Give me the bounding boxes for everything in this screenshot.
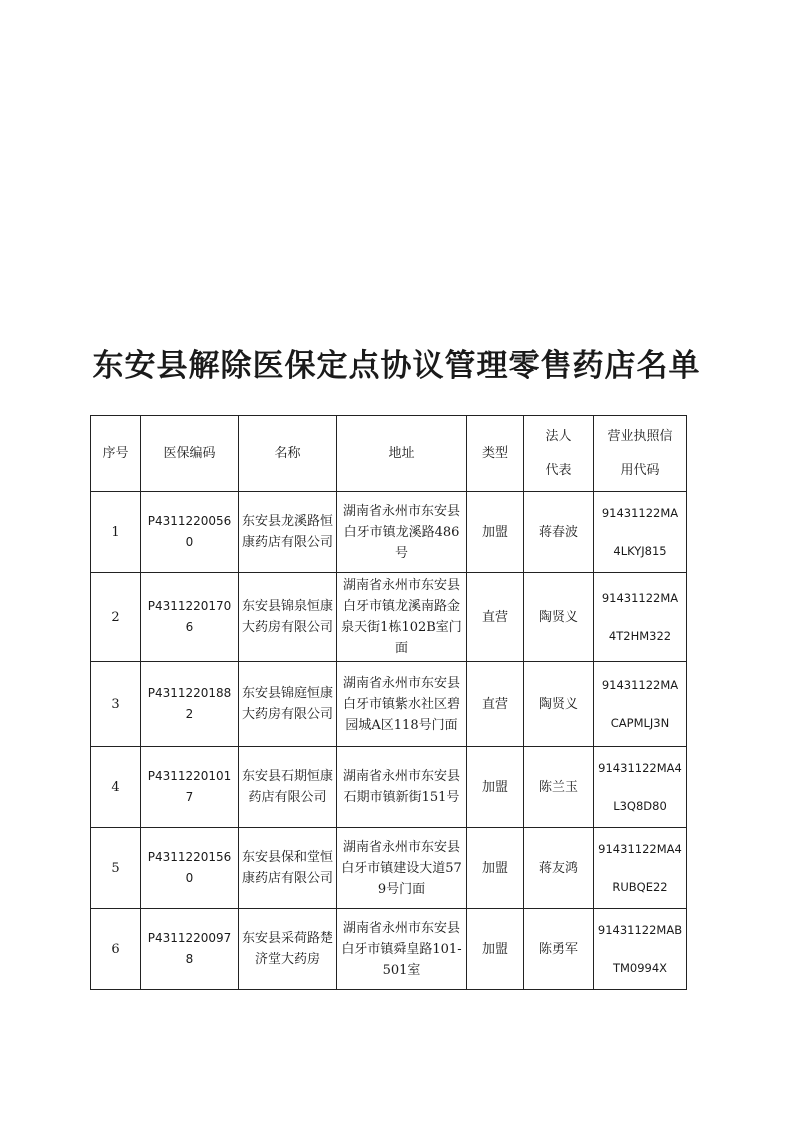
cell-license-line2: TM0994X xyxy=(612,961,668,975)
header-legal-line2: 代表 xyxy=(545,462,572,478)
cell-seq: 5 xyxy=(91,828,141,909)
cell-license xyxy=(594,573,687,662)
cell-address: 湖南省永州市东安县白牙市镇建设大道579号门面 xyxy=(337,828,467,909)
cell-address: 湖南省永州市东安县白牙市镇龙溪南路金泉天街1栋102B室门面 xyxy=(337,573,467,662)
cell-address: 湖南省永州市东安县白牙市镇舜皇路101-501室 xyxy=(337,909,467,990)
cell-code: P43112200978 xyxy=(141,909,239,990)
table-row xyxy=(91,492,687,573)
table-row xyxy=(91,747,687,828)
cell-license xyxy=(594,662,687,747)
cell-address: 湖南省永州市东安县白牙市镇紫水社区碧园城A区118号门面 xyxy=(337,662,467,747)
cell-name: 东安县锦庭恒康大药房有限公司 xyxy=(239,662,337,747)
header-code: 医保编码 xyxy=(141,416,239,492)
cell-license xyxy=(594,909,687,990)
cell-code: P43112201017 xyxy=(141,747,239,828)
header-type: 类型 xyxy=(467,416,524,492)
cell-seq: 1 xyxy=(91,492,141,573)
cell-seq: 2 xyxy=(91,573,141,662)
cell-license xyxy=(594,828,687,909)
cell-address: 湖南省永州市东安县白牙市镇龙溪路486号 xyxy=(337,492,467,573)
table-row xyxy=(91,662,687,747)
cell-type: 加盟 xyxy=(467,909,524,990)
cell-license-line2: L3Q8D80 xyxy=(613,799,667,813)
table-row xyxy=(91,828,687,909)
cell-seq: 6 xyxy=(91,909,141,990)
cell-legal: 蒋友鸿 xyxy=(524,828,594,909)
cell-license-line1: 91431122MA xyxy=(601,506,679,520)
header-legal xyxy=(524,416,594,492)
cell-license-line2: 4LKYJ815 xyxy=(613,544,667,558)
table-row xyxy=(91,573,687,662)
cell-license xyxy=(594,747,687,828)
cell-license-line1: 91431122MAB xyxy=(597,923,683,937)
cell-name: 东安县采荷路楚济堂大药房 xyxy=(239,909,337,990)
cell-name: 东安县锦泉恒康大药房有限公司 xyxy=(239,573,337,662)
cell-legal: 陶贤义 xyxy=(524,662,594,747)
cell-type: 加盟 xyxy=(467,747,524,828)
cell-code: P43112201882 xyxy=(141,662,239,747)
page-title: 东安县解除医保定点协议管理零售药店名单 xyxy=(92,348,701,384)
header-seq: 序号 xyxy=(91,416,141,492)
cell-name: 东安县石期恒康药店有限公司 xyxy=(239,747,337,828)
cell-name: 东安县龙溪路恒康药店有限公司 xyxy=(239,492,337,573)
cell-license-line2: CAPMLJ3N xyxy=(610,716,670,730)
cell-license-line1: 91431122MA xyxy=(601,591,679,605)
cell-seq: 4 xyxy=(91,747,141,828)
header-license-line2: 用代码 xyxy=(620,462,660,478)
header-row xyxy=(91,416,687,492)
cell-code: P43112201706 xyxy=(141,573,239,662)
cell-code: P43112201560 xyxy=(141,828,239,909)
header-license-line1: 营业执照信 xyxy=(607,428,673,444)
header-address: 地址 xyxy=(337,416,467,492)
cell-license-line1: 91431122MA4 xyxy=(598,842,682,856)
header-license xyxy=(594,416,687,492)
cell-license xyxy=(594,492,687,573)
cell-type: 加盟 xyxy=(467,828,524,909)
table-row xyxy=(91,909,687,990)
cell-seq: 3 xyxy=(91,662,141,747)
cell-type: 直营 xyxy=(467,662,524,747)
cell-type: 加盟 xyxy=(467,492,524,573)
cell-legal: 蒋春波 xyxy=(524,492,594,573)
cell-code: P43112200560 xyxy=(141,492,239,573)
cell-legal: 陶贤义 xyxy=(524,573,594,662)
header-legal-line1: 法人 xyxy=(545,428,572,444)
cell-type: 直营 xyxy=(467,573,524,662)
cell-legal: 陈兰玉 xyxy=(524,747,594,828)
cell-license-line2: RUBQE22 xyxy=(612,880,668,894)
pharmacy-table xyxy=(90,415,687,990)
cell-license-line1: 91431122MA xyxy=(601,678,679,692)
cell-legal: 陈勇军 xyxy=(524,909,594,990)
header-name: 名称 xyxy=(239,416,337,492)
cell-name: 东安县保和堂恒康药店有限公司 xyxy=(239,828,337,909)
cell-license-line1: 91431122MA4 xyxy=(598,761,682,775)
cell-license-line2: 4T2HM322 xyxy=(608,629,672,643)
cell-address: 湖南省永州市东安县石期市镇新街151号 xyxy=(337,747,467,828)
